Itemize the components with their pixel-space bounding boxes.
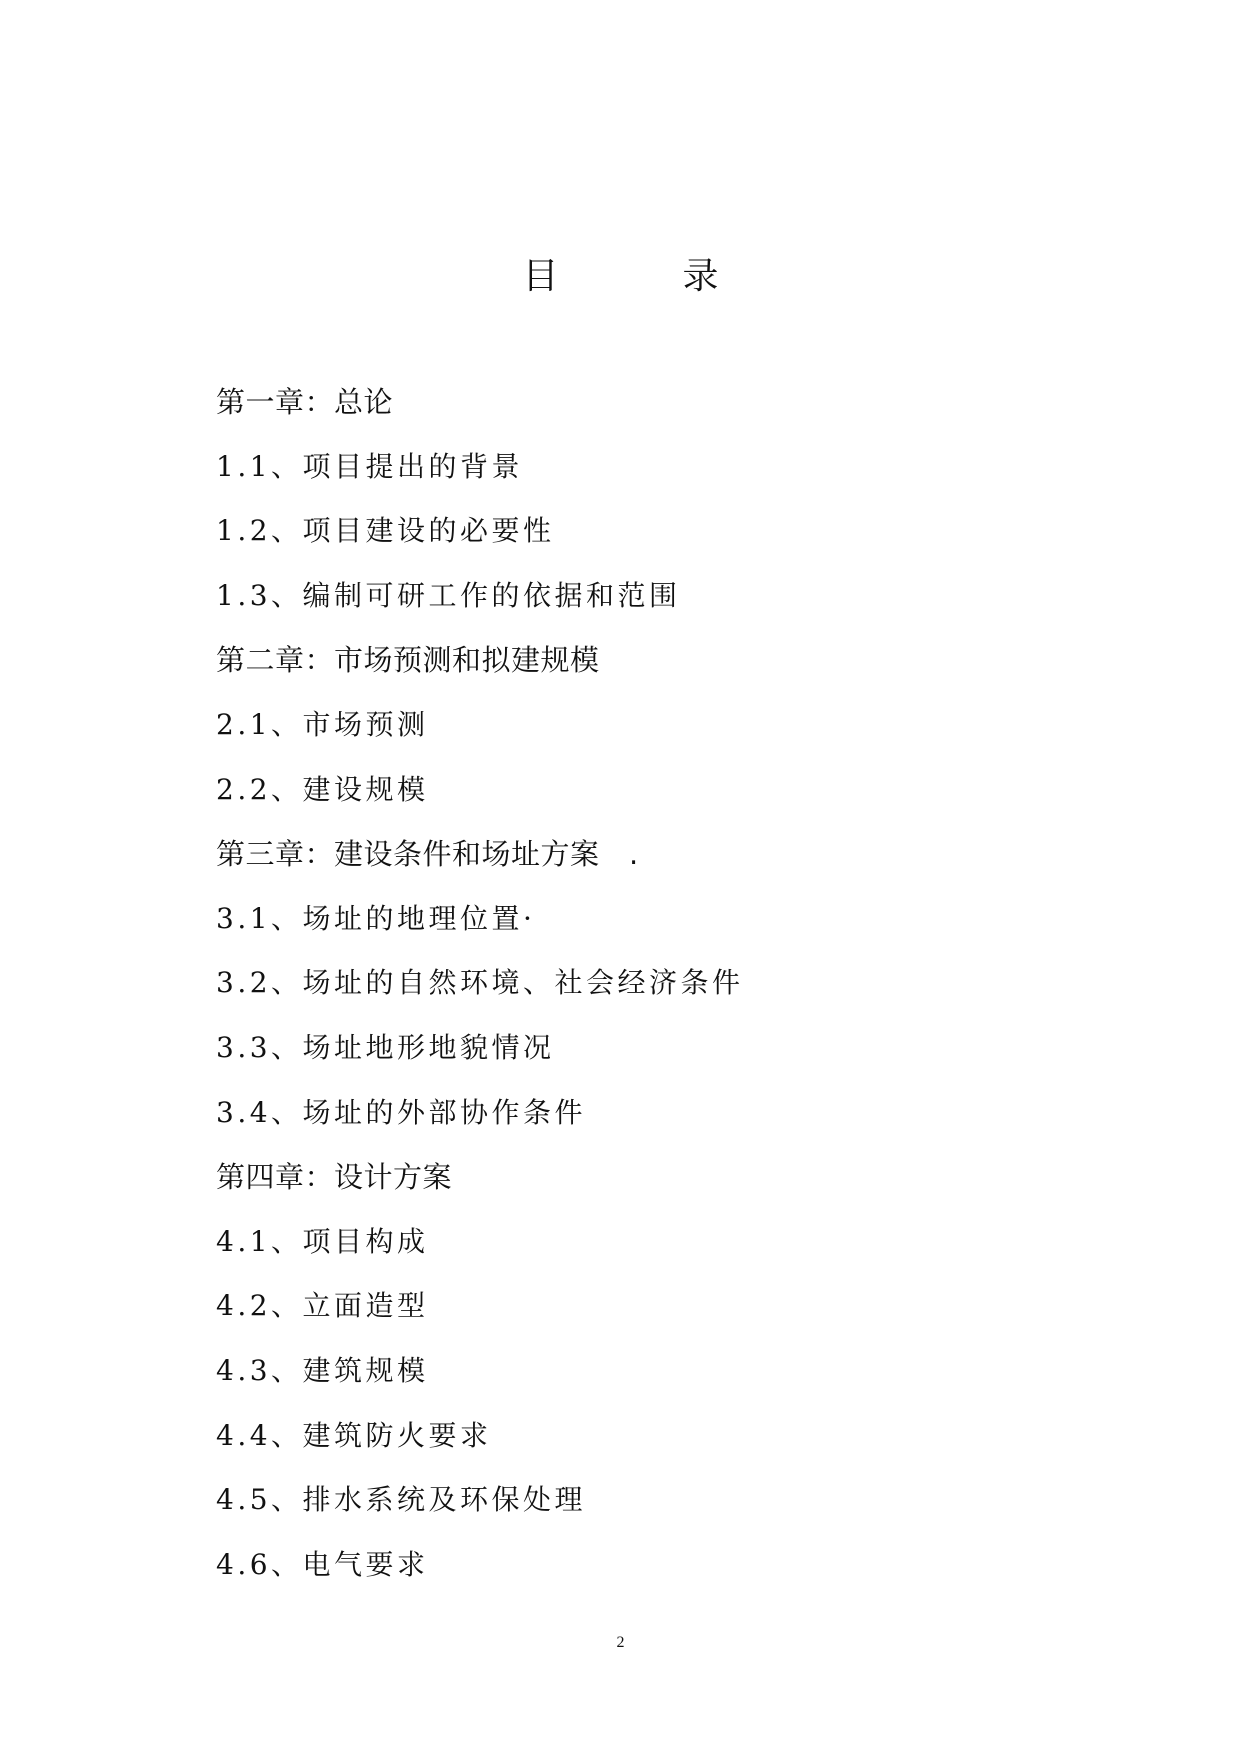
toc-section-4-6: 4.6、电气要求 — [216, 1547, 429, 1581]
page-number: 2 — [616, 1634, 625, 1651]
page-title — [0, 248, 1241, 299]
toc-section-1-3: 1.3、编制可研工作的依据和范围 — [216, 578, 681, 612]
toc-section-2-1: 2.1、市场预测 — [216, 707, 429, 741]
toc-section-4-3: 4.3、建筑规模 — [216, 1353, 429, 1387]
toc-section-3-2: 3.2、场址的自然环境、社会经济条件 — [216, 966, 744, 1000]
toc-chapter-1: 第一章：总论 — [216, 385, 394, 419]
toc-section-4-5: 4.5、排水系统及环保处理 — [216, 1483, 587, 1517]
toc-section-4-4: 4.4、建筑防火要求 — [216, 1418, 492, 1452]
table-of-contents — [216, 380, 1116, 1607]
toc-section-4-1: 4.1、项目构成 — [216, 1224, 429, 1258]
toc-chapter-2: 第二章：市场预测和拟建规模 — [216, 643, 600, 678]
toc-chapter-3: 第三章：建设条件和场址方案 . — [216, 837, 639, 872]
toc-section-3-4: 3.4、场址的外部协作条件 — [216, 1095, 587, 1129]
title-char-2: 录 — [682, 256, 719, 297]
title-char-1: 目 — [522, 256, 559, 297]
toc-section-1-2: 1.2、项目建设的必要性 — [216, 514, 555, 548]
toc-section-4-2: 4.2、立面造型 — [216, 1289, 429, 1323]
toc-section-2-2: 2.2、建设规模 — [216, 772, 429, 806]
toc-section-3-1: 3.1、场址的地理位置· — [216, 901, 536, 935]
toc-section-3-3: 3.3、场址地形地貌情况 — [216, 1030, 555, 1064]
toc-chapter-4: 第四章：设计方案 — [216, 1160, 453, 1195]
toc-section-1-1: 1.1、项目提出的背景 — [216, 449, 524, 483]
